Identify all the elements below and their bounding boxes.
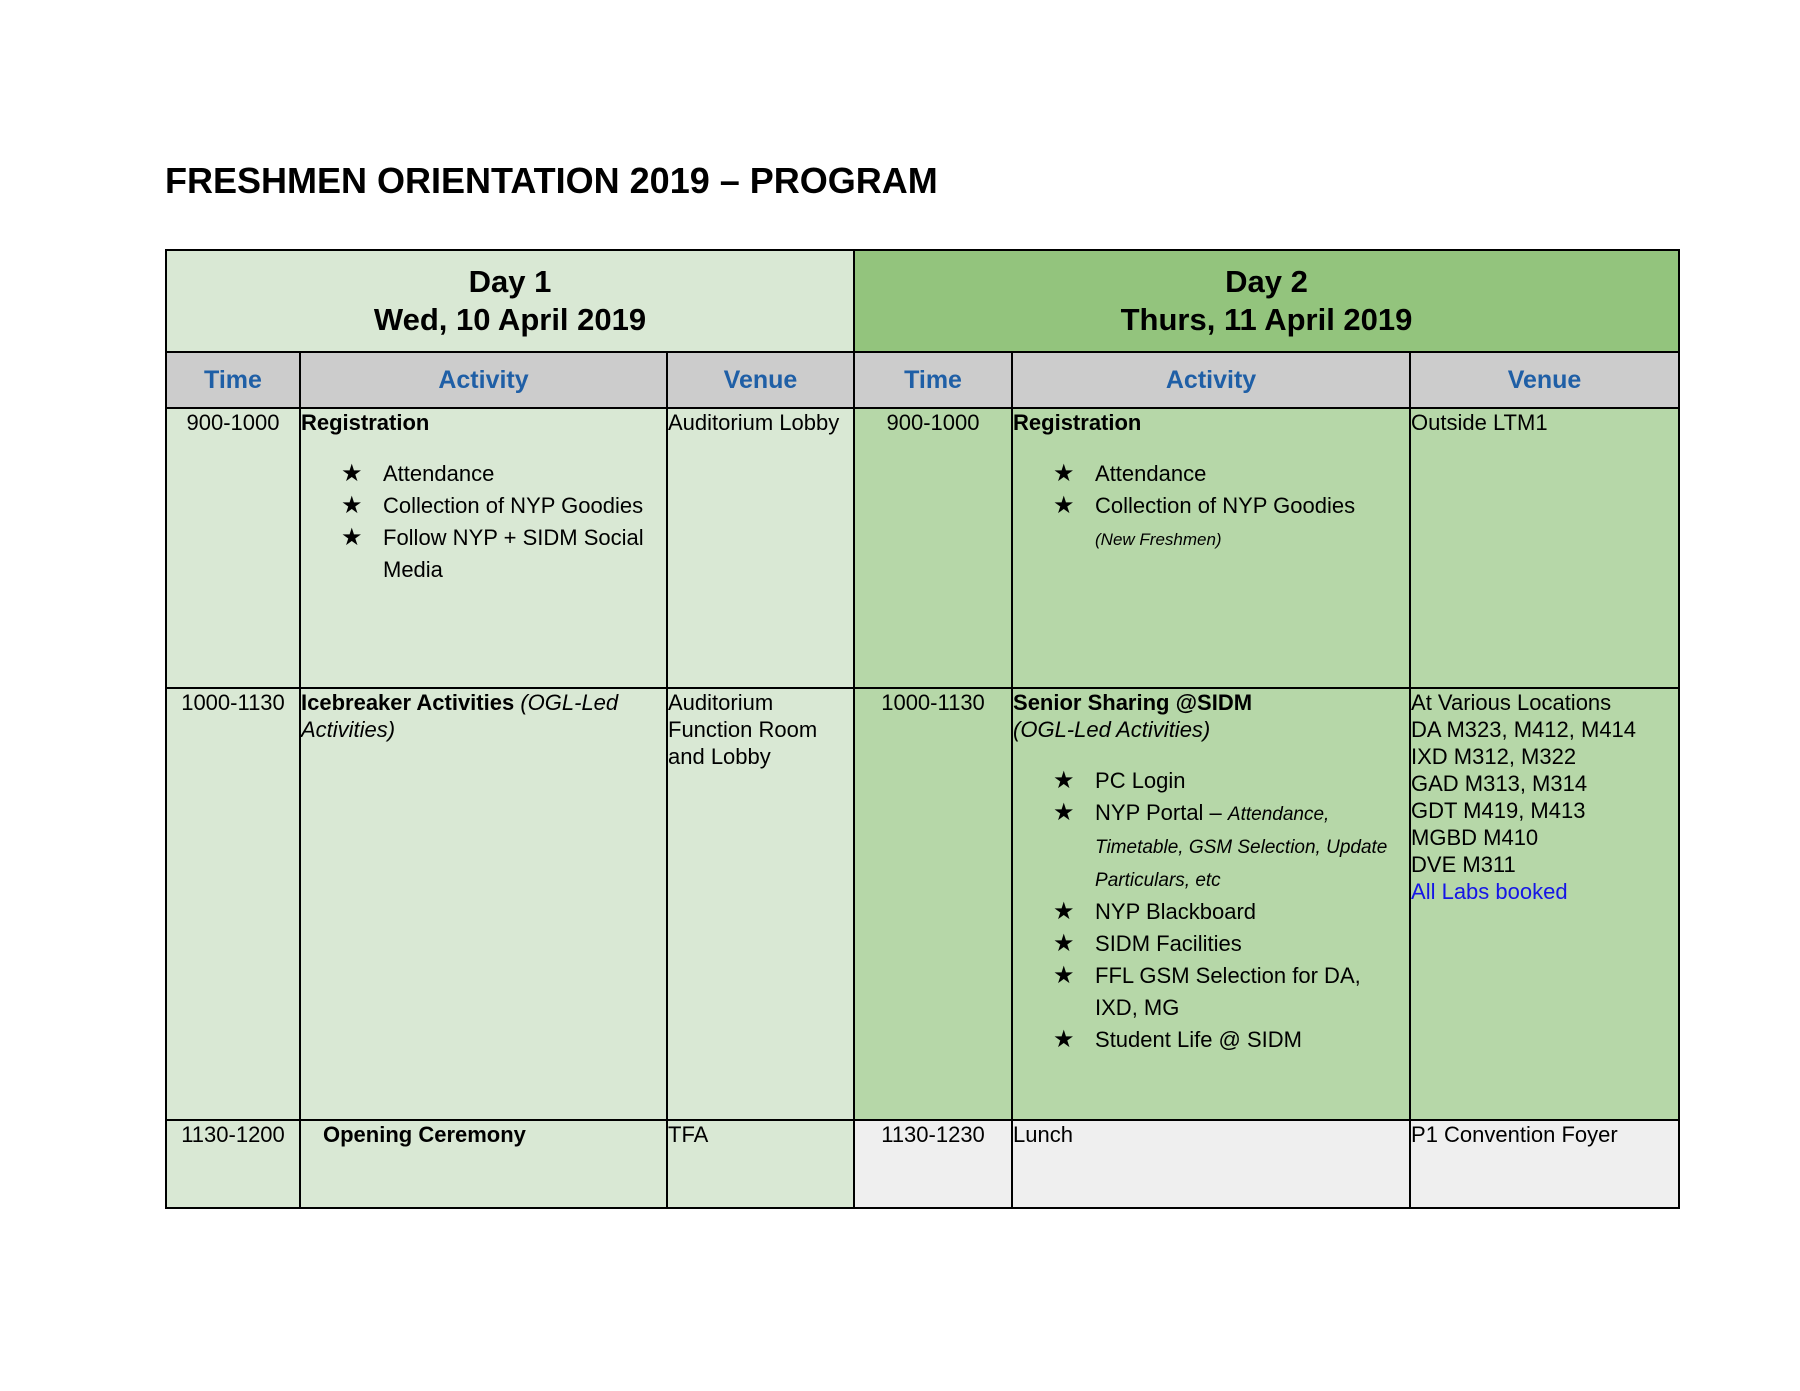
- venue-cell: P1 Convention Foyer: [1410, 1120, 1679, 1208]
- activity-note: (OGL-Led Activities): [1013, 717, 1211, 742]
- table-row: [166, 688, 1679, 1120]
- bullet-text: NYP Portal –: [1095, 800, 1222, 825]
- time-cell: 900-1000: [854, 408, 1012, 688]
- bullet-text: Attendance: [1095, 461, 1207, 486]
- star-icon: ★: [1053, 930, 1075, 957]
- activity-cell: [300, 688, 667, 1120]
- venue-line: GAD M313, M314: [1411, 771, 1588, 796]
- bullet-text: NYP Blackboard: [1095, 899, 1257, 924]
- list-item: [1053, 960, 1409, 1024]
- activity-title: Opening Ceremony: [323, 1122, 526, 1147]
- activity-cell: [300, 1120, 667, 1208]
- program-table: [165, 249, 1680, 1209]
- day2-venue-header: Venue: [1410, 352, 1679, 408]
- star-icon: ★: [341, 460, 363, 487]
- day2-header: [854, 250, 1679, 352]
- time-cell: 1130-1230: [854, 1120, 1012, 1208]
- activity-cell: [1012, 688, 1410, 1120]
- time-cell: 1000-1130: [166, 688, 300, 1120]
- list-item: [341, 522, 666, 586]
- activity-title: Registration: [1013, 410, 1142, 435]
- day1-activity-header: Activity: [300, 352, 667, 408]
- star-icon: ★: [1053, 799, 1075, 826]
- day2-heading: Day 2: [1225, 264, 1308, 299]
- table-row: [166, 1120, 1679, 1208]
- star-icon: ★: [341, 492, 363, 519]
- star-icon: ★: [1053, 898, 1075, 925]
- bullet-list: [1013, 765, 1409, 1056]
- venue-cell: Auditorium Lobby: [667, 408, 854, 688]
- venue-cell: Auditorium Function Room and Lobby: [667, 688, 854, 1120]
- star-icon: ★: [1053, 492, 1075, 519]
- venue-cell: [1410, 688, 1679, 1120]
- list-item: [1053, 490, 1409, 554]
- bullet-list: [1013, 458, 1409, 554]
- activity-title: Senior Sharing @SIDM: [1013, 690, 1253, 715]
- star-icon: ★: [1053, 962, 1075, 989]
- star-icon: ★: [1053, 767, 1075, 794]
- bullet-text: SIDM Facilities: [1095, 931, 1242, 956]
- venue-line: MGBD M410: [1411, 825, 1539, 850]
- bullet-text: Collection of NYP Goodies: [1095, 493, 1356, 518]
- venue-cell: Outside LTM1: [1410, 408, 1679, 688]
- time-cell: 1000-1130: [854, 688, 1012, 1120]
- bullet-text: Student Life @ SIDM: [1095, 1027, 1302, 1052]
- bullet-text: PC Login: [1095, 768, 1186, 793]
- labs-booked-link[interactable]: All Labs booked: [1411, 879, 1568, 904]
- portal-detail: Attendance, Timetable, GSM Selection, Update Particulars, etc: [1095, 804, 1388, 891]
- star-icon: ★: [1053, 1026, 1075, 1053]
- list-item: [1053, 896, 1409, 928]
- activity-cell: Lunch: [1012, 1120, 1410, 1208]
- day1-time-header: Time: [166, 352, 300, 408]
- day2-date: Thurs, 11 April 2019: [1120, 302, 1413, 337]
- day1-header: [166, 250, 854, 352]
- bullet-note: (New Freshmen): [1095, 530, 1222, 549]
- list-item: [1053, 765, 1409, 797]
- page-title: FRESHMEN ORIENTATION 2019 – PROGRAM: [165, 160, 938, 201]
- list-item: [1053, 1024, 1409, 1056]
- star-icon: ★: [341, 524, 363, 551]
- time-cell: 900-1000: [166, 408, 300, 688]
- venue-line: DVE M311: [1411, 852, 1516, 877]
- venue-line: GDT M419, M413: [1411, 798, 1586, 823]
- day-header-row: [166, 250, 1679, 352]
- venue-line: DA M323, M412, M414: [1411, 717, 1637, 742]
- bullet-text: Follow NYP + SIDM Social Media: [383, 525, 644, 582]
- bullet-text: Attendance: [383, 461, 495, 486]
- activity-cell: [300, 408, 667, 688]
- day1-date: Wed, 10 April 2019: [373, 302, 647, 337]
- day1-heading: Day 1: [468, 264, 552, 299]
- day1-venue-header: Venue: [667, 352, 854, 408]
- day2-time-header: Time: [854, 352, 1012, 408]
- star-icon: ★: [1053, 460, 1075, 487]
- venue-cell: TFA: [667, 1120, 854, 1208]
- table-row: [166, 408, 1679, 688]
- bullet-text: FFL GSM Selection for DA, IXD, MG: [1095, 963, 1361, 1020]
- list-item: [1053, 458, 1409, 490]
- list-item: [1053, 928, 1409, 960]
- bullet-text: Collection of NYP Goodies: [383, 493, 644, 518]
- day2-activity-header: Activity: [1012, 352, 1410, 408]
- venue-line: IXD M312, M322: [1411, 744, 1577, 769]
- venue-line: At Various Locations: [1411, 690, 1612, 715]
- list-item: [1053, 797, 1409, 896]
- activity-title: Registration: [301, 410, 430, 435]
- activity-cell: [1012, 408, 1410, 688]
- bullet-list: [301, 458, 666, 586]
- activity-title: Icebreaker Activities: [301, 690, 515, 715]
- list-item: [341, 458, 666, 490]
- list-item: [341, 490, 666, 522]
- time-cell: 1130-1200: [166, 1120, 300, 1208]
- activity-note: (OGL-Led Activities): [301, 690, 619, 742]
- column-header-row: [166, 352, 1679, 408]
